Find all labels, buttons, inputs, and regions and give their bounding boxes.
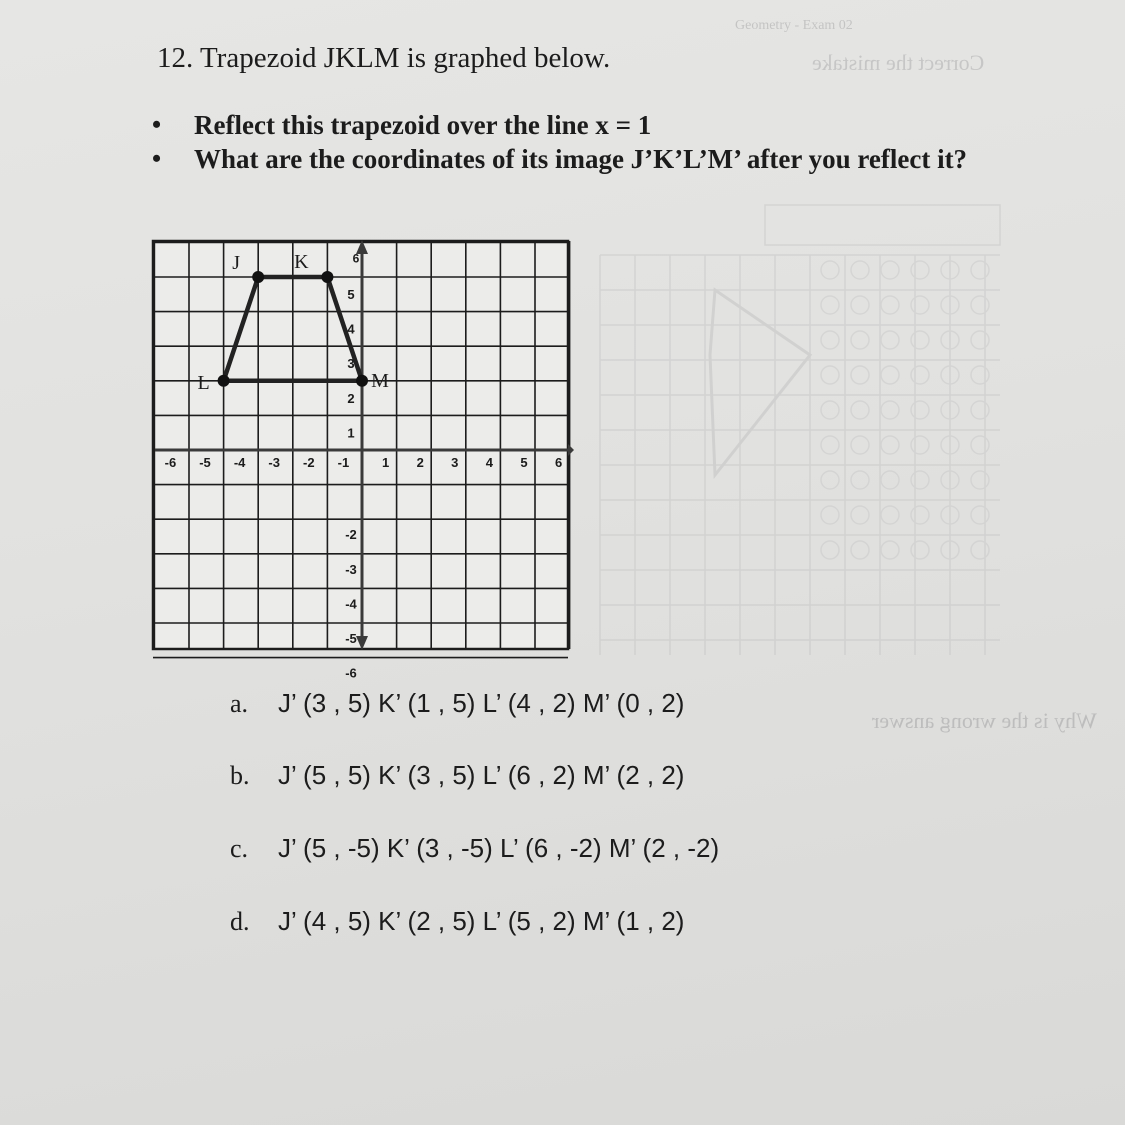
choice-c[interactable] [230,833,719,864]
x-tick-label: 2 [416,455,424,470]
vertex-label-l: L [197,371,210,394]
choice-b-letter: b. [230,761,250,790]
vertex-point-m [356,375,368,387]
x-tick-label: -6 [164,455,177,470]
choice-c-letter: c. [230,834,249,863]
y-tick-label: -4 [345,596,357,612]
question-number: 12. [157,42,194,74]
vertex-label-k: K [294,251,309,273]
y-tick-label: -3 [345,561,357,577]
y-tick-label: 1 [347,425,355,441]
x-tick-label: -4 [233,455,246,470]
instruction-reflect: • Reflect this trapezoid over the line x = 1 [152,108,967,142]
choice-b-text: J’ (5 , 5) K’ (3 , 5) L’ (6 , 2) M’ (2 , 2) [278,760,685,790]
bleed-text-top: Geometry - Exam 02 [735,18,853,33]
y-top-tick-label: 6 [352,251,360,266]
vertex-label-j: J [232,252,241,274]
x-tick-label: 5 [520,455,528,470]
vertex-point-l [218,375,230,387]
y-tick-label: 3 [347,356,355,372]
question-heading [157,42,610,75]
x-tick-label: -3 [268,455,280,470]
y-tick-label: 5 [347,287,355,302]
x-tick-label: 1 [381,455,390,470]
choice-c-text: J’ (5 , -5) K’ (3 , -5) L’ (6 , -2) M’ (2 , -2) [278,833,720,863]
vertex-label-m: M [371,369,389,392]
choice-d-letter: d. [230,907,250,936]
y-tick-label: -6 [345,665,357,681]
instruction-list [152,108,967,176]
vertex-point-k [321,271,333,283]
x-tick-label: 4 [485,455,494,470]
x-axis-arrow-right [568,444,574,456]
choice-b[interactable] [230,760,684,791]
instruction-coordinates: • What are the coordinates of its image J’K’L’M’ after you reflect it? [152,142,967,176]
choice-a-text: J’ (3 , 5) K’ (1 , 5) L’ (4 , 2) M’ (0 , 2) [278,688,685,718]
choice-a[interactable] [230,688,684,719]
y-tick-label: -5 [345,631,357,646]
bleed-text-why: Why is the wrong answer [872,708,1097,733]
bleed-through-grid [580,195,1010,655]
question-text: Trapezoid JKLM is graphed below. [199,42,611,74]
choice-a-letter: a. [230,689,249,718]
coordinate-plane [150,238,574,681]
y-tick-label: 2 [347,390,355,406]
x-tick-label: -1 [337,455,350,470]
x-tick-label: -2 [303,455,315,470]
x-tick-label: 3 [451,455,459,470]
y-tick-label: -2 [345,527,357,543]
choice-d[interactable] [230,906,684,937]
x-tick-label: 6 [554,455,563,470]
vertex-point-j [252,271,264,283]
bleed-text-correct: Correct the mistake [812,50,985,75]
y-tick-label: 4 [347,321,355,337]
x-tick-label: -5 [199,455,211,470]
choice-d-text: J’ (4 , 5) K’ (2 , 5) L’ (5 , 2) M’ (1 , 2) [278,906,685,936]
